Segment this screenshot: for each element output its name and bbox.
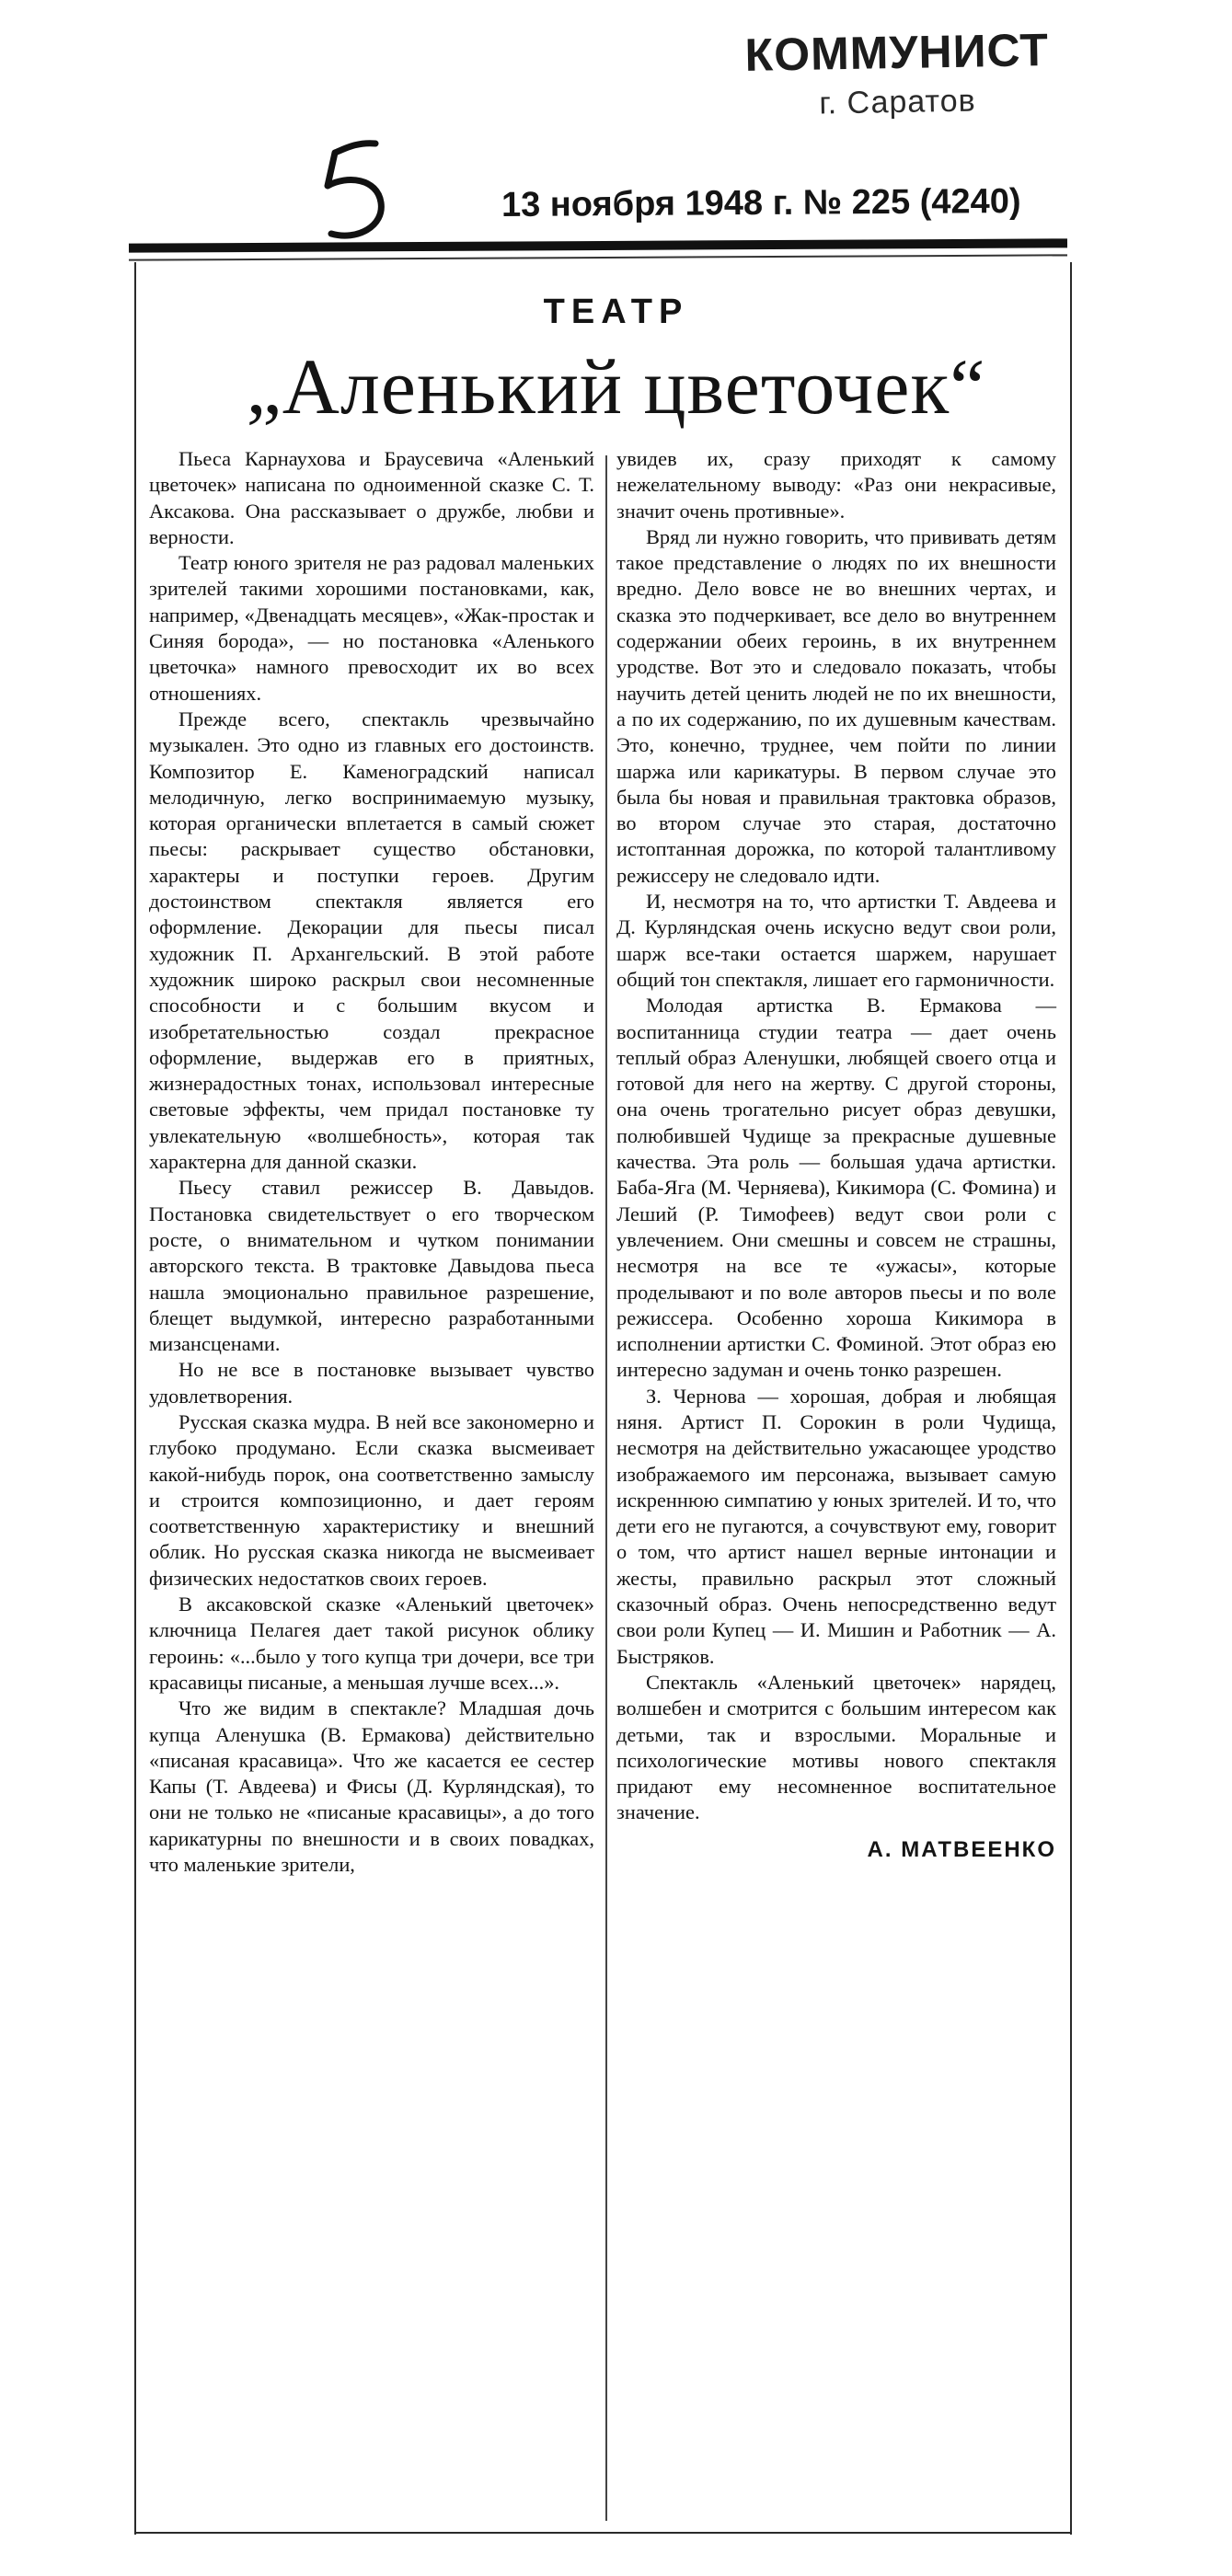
article-column-right <box>616 446 1056 1863</box>
stamp-city: г. Саратов <box>819 83 976 121</box>
handwritten-number-mark <box>304 138 405 248</box>
archive-stamp <box>744 23 1050 123</box>
stamp-newspaper-name: КОММУНИСТ <box>744 24 1050 81</box>
section-rubric: ТЕАТР <box>543 293 689 331</box>
header-rule-thin <box>129 254 1067 260</box>
column-divider <box>605 455 607 2521</box>
paragraph: Но не все в постановке вызывает чувство удовлетворения. <box>149 1358 594 1408</box>
clipping-border-bottom <box>134 2532 1072 2534</box>
paragraph: З. Чернова — хорошая, добрая и любящая няня. Артист П. Сорокин в роли Чудища, несмотря на действительно ужасающее уродство изображаемого им персонажа, вызывает самую искреннюю симпатию у юных зрителей. И то, что дети его не пугаются, а сочувствуют ему, говорит о том, что артист нашел верные интонации и жесты, правильно раскрыл этот сложный сказочный образ. Очень непосредственно ведут свои роли Купец — И. Мишин и Работник — А. Быстряков. <box>616 1384 1056 1668</box>
paragraph: Вряд ли нужно говорить, что прививать детям такое представление о людях по их внешности вредно. Дело вовсе не во внешних чертах, и сказка это подчеркивает, все дело во внутреннем содержании обеих героинь, в их внутреннем уродстве. Вот это и следовало показать, чтобы научить детей ценить людей не по их внешности, а по их содержанию, по их душевным качествам. Это, конечно, труднее, чем пойти по линии шаржа или карикатуры. В первом случае это была бы новая и правильная трактовка образов, во втором случае это старая, достаточно истоптанная дорожка, по которой талантливому режиссеру не следовало идти. <box>616 524 1056 887</box>
paragraph: Театр юного зрителя не раз радовал маленьких зрителей такими хорошими постановками, как, например, «Двенадцать месяцев», «Жак-простак и Синяя борода», — но постановка «Аленького цветочка» намного превосходит их во всех отношениях. <box>149 551 594 705</box>
paragraph: Молодая артистка В. Ермакова — воспитанница студии театра — дает очень теплый образ Аленушки, любящей своего отца и готовой для него на жертву. С другой стороны, она очень трогательно рисует образ девушки, полюбившей Чудище за прекрасные душевные качества. Эта роль — большая удача артистки. Баба-Яга (М. Черняева), Кикимора (С. Фомина) и Леший (Р. Тимофеев) ведут свои роли с увлечением. Они смешны и совсем не страшны, несмотря на все те «ужасы», которые проделывают и по воле авторов пьесы и по воле режиссера. Особенно хороша Кикимора в исполнении артистки С. Фоминой. Этот образ ею интересно задуман и очень тонко разрешен. <box>616 994 1056 1382</box>
issue-dateline: 13 ноября 1948 г. № 225 (4240) <box>501 182 1021 224</box>
author-signature: А. МАТВЕЕНКО <box>867 1836 1056 1862</box>
paragraph: увидев их, сразу приходят к самому нежелательному выводу: «Раз они некрасивые, значит очень противные». <box>616 447 1056 523</box>
paragraph: Спектакль «Аленький цветочек» нарядец, волшебен и смотрится с большим интересом как детьми, так и взрослыми. Моральные и психологические мотивы нового спектакля придают ему несомненное воспитательное значение. <box>616 1670 1056 1824</box>
paragraph: В аксаковской сказке «Аленький цветочек» ключница Пелагея дает такой рисунок облику героинь: «...было у того купца три дочери, все три красавицы писаные, а меньшая лучше всех...». <box>149 1593 594 1694</box>
article-headline: „Аленький цветочек“ <box>246 342 986 431</box>
paragraph: Что же видим в спектакле? Младшая дочь купца Аленушка (В. Ермакова) действительно «писаная красавица». Что же касается ее сестер Капы (Т. Авдеева) и Фисы (Д. Курляндская), то они не только не «писаные красавицы», а до того карикатурны по внешности и в своих повадках, что маленькие зрители, <box>149 1696 594 1877</box>
clipping-border-left <box>134 262 136 2535</box>
paragraph: Русская сказка мудра. В ней все закономерно и глубоко продумано. Если сказка высмеивает какой-нибудь порок, она соответственно замыслу и строится композиционно, и дает героям соответственную характеристику и внешний облик. Но русская сказка никогда не высмеивает физических недостатков своих героев. <box>149 1409 594 1590</box>
header-rule <box>129 238 1067 252</box>
paragraph: Прежде всего, спектакль чрезвычайно музыкален. Это одно из главных его достоинств. Композитор Е. Каменоградский написал мелодичную, легко воспринимаемую музыку, которая органически вплетается в самый сюжет пьесы: раскрывает существо обстановки, характеры и поступки героев. Другим достоинством спектакля является его оформление. Декорации для пьесы писал художник П. Архангельский. В этой работе художник широко раскрыл свои несомненные способности и с большим вкусом и изобретательностью создал прекрасное оформление, выдержав его в приятных, жизнерадостных тонах, использовал интересные световые эффекты, чем придал постановке ту увлекательную «волшебность», которая так характерна для данной сказки. <box>149 707 594 1174</box>
article-column-left <box>149 446 594 1878</box>
clipping-border-right <box>1070 262 1072 2535</box>
paragraph: И, несмотря на то, что артистки Т. Авдеева и Д. Курляндская очень искусно ведут свои роли, шарж все-таки остается шаржем, нарушает общий тон спектакля, лишает его гармоничности. <box>616 890 1056 991</box>
paragraph: Пьеса Карнаухова и Браусевича «Аленький цветочек» написана по одноименной сказке С. Т. Аксакова. Она рассказывает о дружбе, любви и верности. <box>149 447 594 548</box>
paragraph: Пьесу ставил режиссер В. Давыдов. Постановка свидетельствует о его творческом росте, о внимательном и чутком понимании авторского текста. В трактовке Давыдова пьеса нашла эмоционально правильное разрешение, блещет выдумкой, интересно разработанными мизансценами. <box>149 1176 594 1356</box>
